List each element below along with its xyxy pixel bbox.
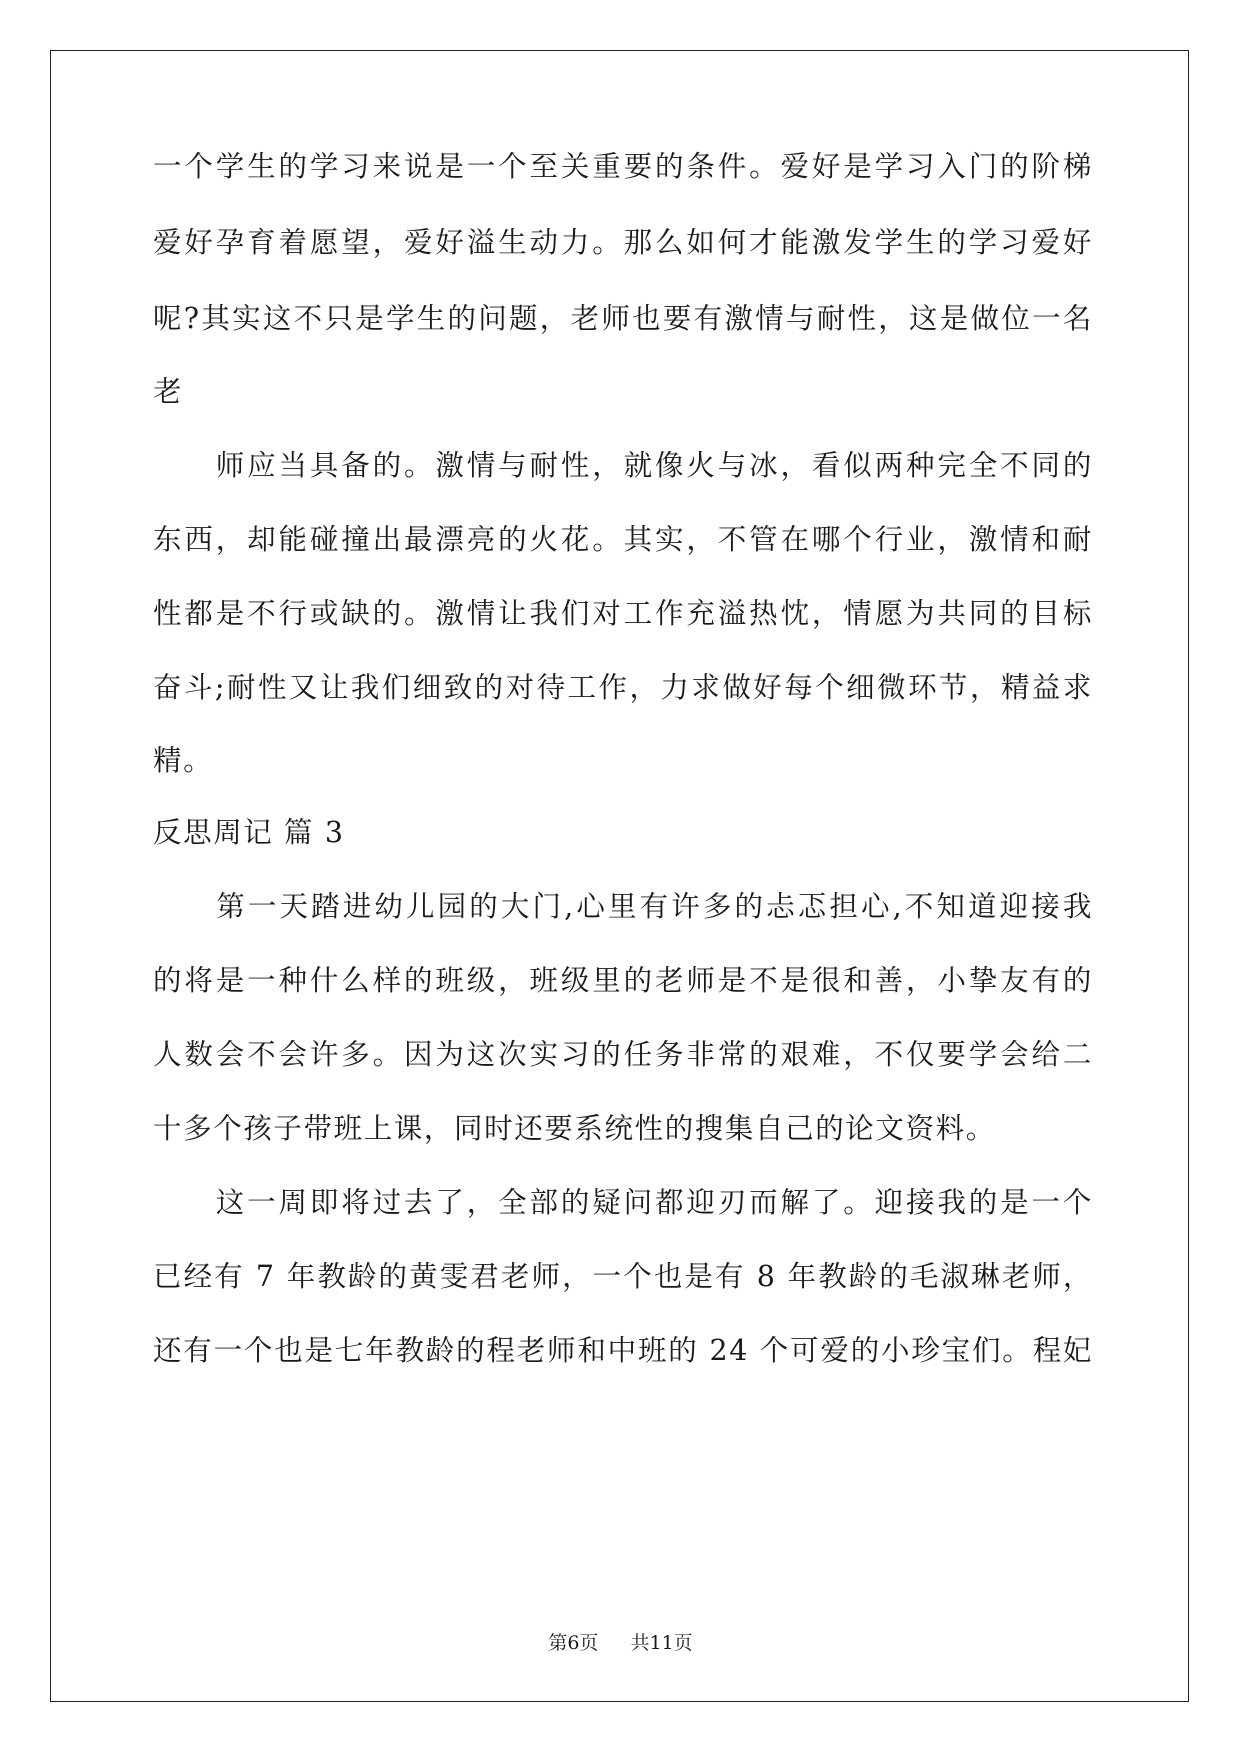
page-footer [0,1631,1241,1655]
text-line: 人数会不会许多。因为这次实习的任务非常的艰难，不仅要学会给二 [153,1038,1093,1071]
text-line: 一个学生的学习来说是一个至关重要的条件。爱好是学习入门的阶梯 [153,150,1093,183]
text-line: 老 [153,375,184,408]
text-line: 这一周即将过去了，全部的疑问都迎刃而解了。迎接我的是一个 [153,1186,1093,1219]
text-line: 第一天踏进幼儿园的大门,心里有许多的忐忑担心,不知道迎接我 [153,890,1093,923]
section-heading: 反思周记 篇 3 [153,816,345,849]
page-total: 共11页 [630,1632,693,1654]
text-line: 爱好孕育着愿望，爱好溢生动力。那么如何才能激发学生的学习爱好 [153,226,1093,259]
page-number: 第6页 [548,1632,599,1654]
text-line: 奋斗;耐性又让我们细致的对待工作，力求做好每个细微环节，精益求 [153,671,1093,704]
text-line: 已经有 7 年教龄的黄雯君老师，一个也是有 8 年教龄的毛淑琳老师， [153,1260,1093,1293]
text-line: 还有一个也是七年教龄的程老师和中班的 24 个可爱的小珍宝们。程妃 [153,1334,1093,1367]
text-line: 十多个孩子带班上课，同时还要系统性的搜集自己的论文资料。 [153,1112,996,1145]
text-line: 东西，却能碰撞出最漂亮的火花。其实，不管在哪个行业，激情和耐 [153,523,1093,556]
page-border [50,50,1189,1702]
text-line: 性都是不行或缺的。激情让我们对工作充溢热忱，情愿为共同的目标 [153,597,1093,630]
text-line: 的将是一种什么样的班级，班级里的老师是不是很和善，小挚友有的 [153,964,1093,997]
text-line: 师应当具备的。激情与耐性，就像火与冰，看似两种完全不同的 [153,449,1093,482]
text-line: 精。 [153,744,214,777]
text-line: 呢?其实这不只是学生的问题，老师也要有激情与耐性，这是做位一名 [153,302,1093,335]
